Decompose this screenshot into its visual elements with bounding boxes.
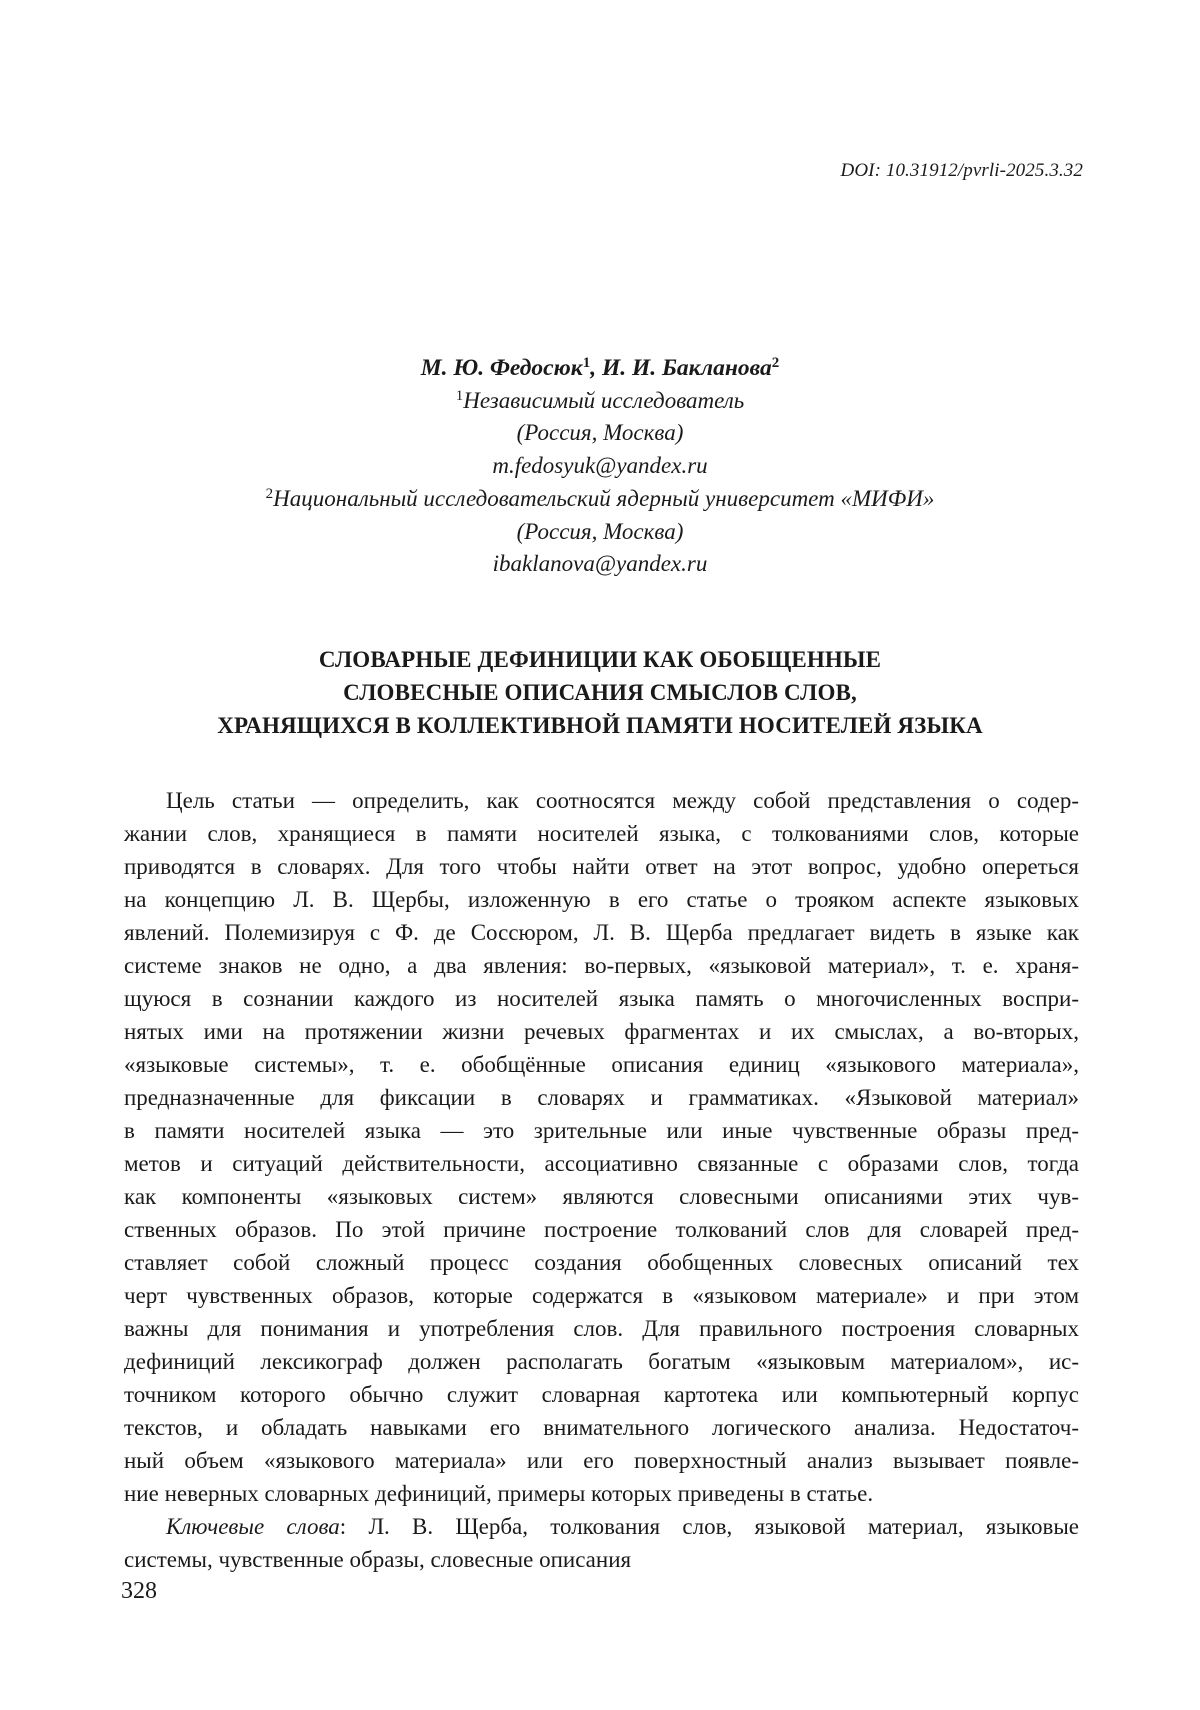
keywords-colon: : [339, 1514, 347, 1539]
author-2-sup: 2 [771, 355, 780, 371]
affiliation-1-org: $^1$Независимый исследователь [455, 387, 745, 413]
abstract-line: текстов, и обладать навыками его внимательного логического анализа. Недостаточ- [124, 1415, 1079, 1440]
title-line: СЛОВАРНЫЕ ДЕФИНИЦИИ КАК ОБОБЩЕННЫЕ [318, 647, 882, 672]
abstract-line: жании слов, хранящиеся в памяти носителей языка, с толкованиями слов, которые [124, 821, 1079, 846]
author-1-sup: 1 [582, 355, 591, 371]
abstract-line: метов и ситуаций действительности, ассоциативно связанные с образами слов, тогда [124, 1151, 1079, 1176]
abstract-line: системе знаков не одно, а два явления: во-первых, «языковой материал», т. е. храня- [124, 953, 1079, 978]
abstract-line: явлений. Полемизируя с Ф. де Соссюром, Л. В. Щерба предлагает видеть в языке как [124, 920, 1079, 945]
affiliation-2-email: ibaklanova@yandex.ru [492, 551, 708, 577]
author-1-name: М. Ю. Федосюк [420, 355, 583, 381]
abstract-line: точником которого обычно служит словарная картотека или компьютерный корпус [124, 1382, 1079, 1407]
author-block [0, 352, 1200, 581]
abstract-line: ние неверных словарных дефиниций, примеры которых приведены в статье. [124, 1481, 874, 1506]
title-line: ХРАНЯЩИХСЯ В КОЛЛЕКТИВНОЙ ПАМЯТИ НОСИТЕЛЕЙ ЯЗЫКА [217, 713, 983, 738]
doi-label: DOI: 10.31912/pvrli-2025.3.32 [840, 160, 1083, 181]
affiliation-2-org: $^2$Национальный исследовательский ядерный университет «МИФИ» [265, 485, 935, 511]
abstract-line: на концепцию Л. В. Щербы, изложенную в его статье о трояком аспекте языковых [124, 887, 1079, 912]
abstract-line: ственных образов. По этой причине построение толкований слов для словарей пред- [124, 1217, 1079, 1242]
abstract-line: нятых ими на протяжении жизни речевых фрагментах и их смыслах, а во-вторых, [124, 1019, 1079, 1044]
title-line: СЛОВЕСНЫЕ ОПИСАНИЯ СМЫСЛОВ СЛОВ, [343, 680, 857, 705]
abstract-line: «языковые системы», т. е. обобщённые описания единиц «языкового материала», [124, 1052, 1079, 1077]
abstract-line: предназначенные для фиксации в словарях и грамматиках. «Языковой материал» [124, 1085, 1079, 1110]
affiliation-2-location: (Россия, Москва) [516, 518, 684, 544]
affiliation-1-location: (Россия, Москва) [516, 420, 684, 446]
abstract-line: как компоненты «языковых систем» являются словесными описаниями этих чув- [124, 1184, 1079, 1209]
abstract-line: ставляет собой сложный процесс создания обобщенных словесных описаний тех [124, 1250, 1079, 1275]
abstract-line: важны для понимания и употребления слов. Для правильного построения словарных [124, 1316, 1079, 1341]
article-title [0, 643, 1200, 742]
affiliation-2-sup: 2 [265, 485, 274, 502]
page-number: 328 [121, 1578, 157, 1604]
abstract-line: щуюся в сознании каждого из носителей языка память о многочисленных воспри- [124, 986, 1079, 1011]
keywords-text-2: системы, чувственные образы, словесные описания [124, 1547, 632, 1572]
abstract-line: дефиниций лексикограф должен располагать богатым «языковым материалом», ис- [124, 1349, 1079, 1374]
abstract-line: Цель статьи — определить, как соотносятся между собой представления о содер- [166, 788, 1079, 813]
abstract-line: в памяти носителей языка — это зрительные или иные чувственные образы пред- [124, 1118, 1079, 1143]
author-names [0, 352, 1200, 385]
abstract-line: ный объем «языкового материала» или его поверхностный анализ вызывает появле- [124, 1448, 1079, 1473]
author-separator: , [590, 355, 602, 381]
keywords-line [124, 1510, 1079, 1543]
keywords-text-1: Л. В. Щерба, толкования слов, языковой материал, языковые [346, 1514, 1079, 1539]
affiliation-1-email: m.fedosyuk@yandex.ru [492, 453, 708, 479]
abstract-line: приводятся в словарях. Для того чтобы найти ответ на этот вопрос, удобно опереться [124, 854, 1079, 879]
abstract [124, 784, 1079, 1576]
abstract-line: черт чувственных образов, которые содержатся в «языковом материале» и при этом [124, 1283, 1079, 1308]
keywords-label: Ключевые слова [166, 1514, 340, 1539]
affiliation-1-sup: 1 [455, 387, 464, 404]
author-2-name: И. И. Бакланова [601, 355, 772, 381]
